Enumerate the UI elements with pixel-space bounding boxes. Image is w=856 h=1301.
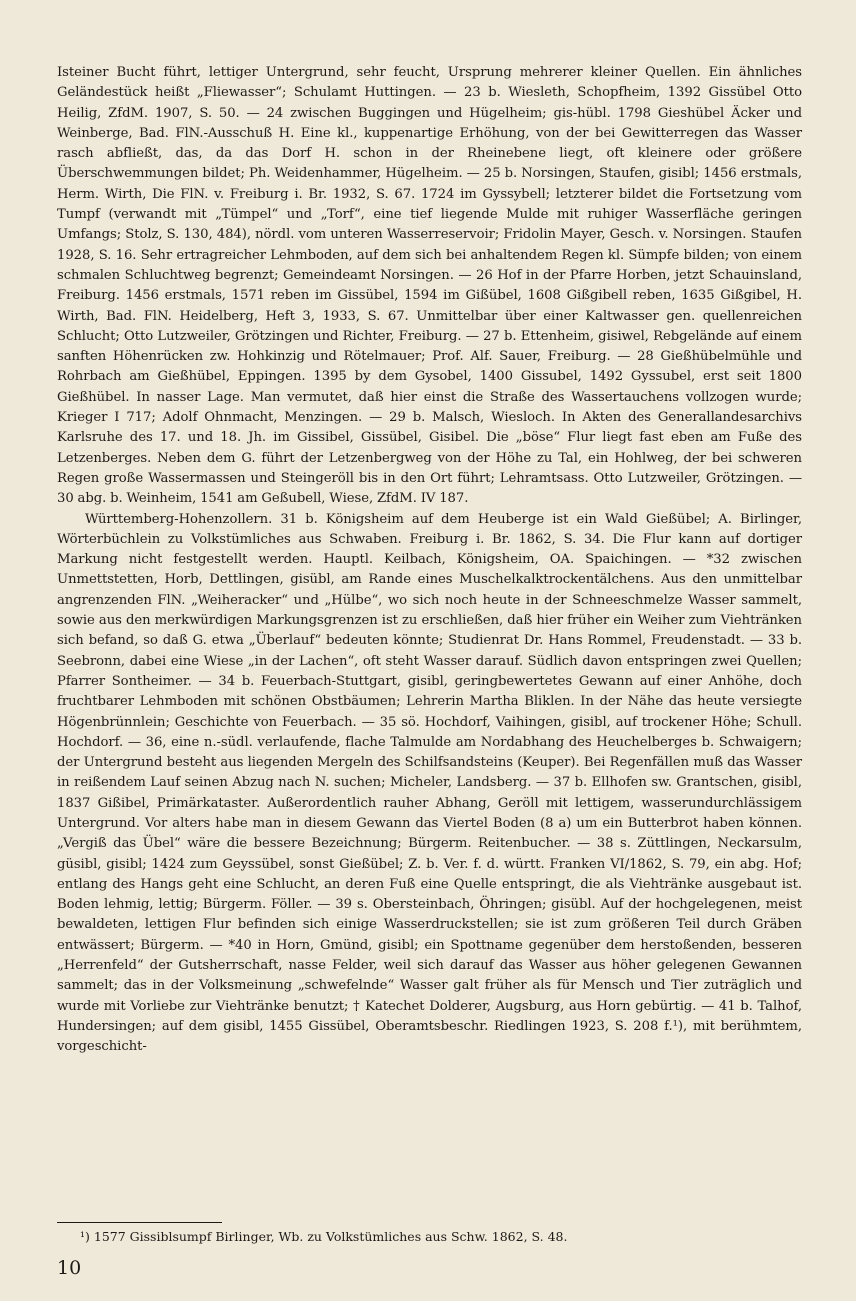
paragraph-baden-entries: Isteiner Bucht führt, lettiger Untergrund, sehr feucht, Ursprung mehrerer kleiner Quellen. Ein ähnliches Geländestück heißt „Fliewasser“; Schulamt Huttingen. — 23 b. Wiesleth, Schopfheim, 1392 Gissübel Otto Heilig, ZfdM. 1907, S. 50. — 24 zwischen Buggingen und Hügelheim; gis-hübl. 1798 Gieshübel Äcker und Weinberge, Bad. FlN.-Ausschuß H. Eine kl., kuppenartige Erhöhung, von der bei Gewitterregen das Wasser rasch abfließt, das, da das Dorf H. schon in der Rheinebene liegt, oft kleinere oder größere Überschwemmungen bildet; Ph. Weidenhammer, Hügelheim. — 25 b. Norsingen, Staufen, gisibl; 1456 erstmals, Herm. Wirth, Die FlN. v. Freiburg i. Br. 1932, S. 67. 1724 im Gyssybell; letzterer bildet die Fortsetzung vom Tumpf (verwandt mit „Tümpel“ und „Torf“, eine tief liegende Mulde mit ruhiger Wasserfläche geringen Umfangs; Stolz, S. 130, 484), nördl. vom unteren Wasserreservoir; Fridolin Mayer, Gesch. v. Norsingen. Staufen 1928, S. 16. Sehr ertragreicher Lehmboden, auf dem sich bei anhaltendem Regen kl. Sümpfe bilden; von einem schmalen Schluchtweg begrenzt; Gemeindeamt Norsingen. — 26 Hof in der Pfarre Horben, jetzt Schauinsland, Freiburg. 1456 erstmals, 1571 reben im Gissübel, 1594 im Gißübel, 1608 Gißgibell reben, 1635 Gißgibel, H. Wirth, Bad. FlN. Heidelberg, Heft 3, 1933, S. 67. Unmittelbar über einer Kaltwasser gen. quellenreichen Schlucht; Otto Lutzweiler, Grötzingen und Richter, Freiburg. — 27 b. Ettenheim, gisiwel, Rebgelände auf einem sanften Höhenrücken zw. Hohkinzig und Rötelmauer; Prof. Alf. Sauer, Freiburg. — 28 Gießhübelmühle und Rohrbach am Gießhübel, Eppingen. 1395 by dem Gysobel, 1400 Gissubel, 1492 Gyssubel, erst seit 1800 Gießhübel. In nasser Lage. Man vermutet, daß hier einst die Straße des Wassertauchens vollzogen wurde; Krieger I 717; Adolf Ohnmacht, Menzingen. — 29 b. Malsch, Wiesloch. In Akten des Generallandesarchivs Karlsruhe des 17. und 18. Jh. im Gissibel, Gissübel, Gisibel. Die „böse“ Flur liegt fast eben am Fuße des Letzenberges. Neben dem G. führt der Letzenbergweg von der Höhe zu Tal, ein Hohlweg, der bei schweren Regen große Wassermassen und Steingeröll bis in den Ort führt; Lehramtsass. Otto Lutzweiler, Grötzingen. — 30 abg. b. Weinheim, 1541 am Geßubell, Wiese, ZfdM. IV 187. (57, 65, 802, 507)
paragraph-wuerttemberg-entries: Württemberg-Hohenzollern. 31 b. Königsheim auf dem Heuberge ist ein Wald Gießübel; A. Birlinger, Wörterbüchlein zu Volkstümliches aus Schwaben. Freiburg i. Br. 1862, S. 34. Die Flur kann auf dortiger Markung nicht festgestellt werden. Hauptl. Keilbach, Königsheim, OA. Spaichingen. — *32 zwischen Unmettstetten, Horb, Dettlingen, gisübl, am Rande eines Muschelkalktrockentälchens. Aus den unmittelbar angrenzenden FlN. „Weiheracker“ und „Hülbe“, wo sich noch heute in der Schneeschmelze Wasser sammelt, sowie aus den merkwürdigen Markungsgrenzen ist zu erschließen, daß hier früher ein Weiher zum Viehtränken sich befand, so daß G. etwa „Überlauf“ bedeuten könnte; Studienrat Dr. Hans Rommel, Freudenstadt. — 33 b. Seebronn, dabei eine Wiese „in der Lachen“, oft steht Wasser darauf. Südlich davon entspringen zwei Quellen; Pfarrer Sontheimer. — 34 b. Feuerbach-Stuttgart, gisibl, geringbewertetes Gewann auf einer Anhöhe, doch fruchtbarer Lehmboden mit schönen Obstbäumen; Lehrerin Martha Bliklen. In der Nähe das heute versiegte Högenbrünnlein; Geschichte von Feuerbach. — 35 sö. Hochdorf, Vaihingen, gisibl, auf trockener Höhe; Schull. Hochdorf. — 36, eine n.-südl. verlaufende, flache Talmulde am Nordabhang des Heuchelberges b. Schwaigern; der Untergrund besteht aus liegenden Mergeln des Schilfsandsteins (Keuper). Bei Regenfällen muß das Wasser in reißendem Lauf seinen Abzug nach N. suchen; Micheler, Landsberg. — 37 b. Ellhofen sw. Grantschen, gisibl, 1837 Gißibel, Primärkataster. Außerordentlich rauher Abhang, Geröll mit lettigem, wasserundurchlässigem Untergrund. Vor alters habe man in diesem Gewann das Viertel Boden (8 a) um ein Butterbrot haben können. „Vergiß das Übel“ wäre die bessere Bezeichnung; Bürgerm. Reitenbucher. — 38 s. Züttlingen, Neckarsulm, güsibl, gisibl; 1424 zum Geyssübel, sonst Gießübel; Z. b. Ver. f. d. württ. Franken VI/1862, S. 79, ein abg. Hof; entlang des Hangs geht eine Schlucht, an deren Fuß eine Quelle entspringt, die als Viehtränke ausgebaut ist. Boden lehmig, lettig; Bürgerm. Föller. — 39 s. Obersteinbach, Öhringen; gisübl. Auf der hochgelegenen, meist bewaldeten, lettigen Flur befinden sich einige Wasserdruckstellen; sie ist zum größeren Teil durch Gräben entwässert; Bürgerm. — *40 in Horn, Gmünd, gisibl; ein Spottname gegenüber dem herstoßenden, besseren „Herrenfeld“ der Gutsherrschaft, nasse Felder, weil sich darauf das Wasser aus höher gelegenen Gewannen sammelt; das in der Volksmeinung „schwefelnde“ Wasser galt früher als für Mensch und Tier zuträglich und wurde mit Vorliebe zur Viehtränke benutzt; † Katechet Dolderer, Augsburg, aus Horn gebürtig. — 41 b. Talhof, Hundersingen; auf dem gisibl, 1455 Gissübel, Oberamtsbeschr. Riedlingen 1923, S. 208 f.¹), mit berühmtem, vorgeschicht- (57, 511, 802, 1055)
footnote: ¹) 1577 Gissiblsumpf Birlinger, Wb. zu Volkstümliches aus Schw. 1862, S. 48. (80, 1229, 568, 1244)
page-number: 10 (57, 1257, 82, 1279)
main-text (57, 63, 802, 1058)
footnote-divider (57, 1222, 222, 1223)
